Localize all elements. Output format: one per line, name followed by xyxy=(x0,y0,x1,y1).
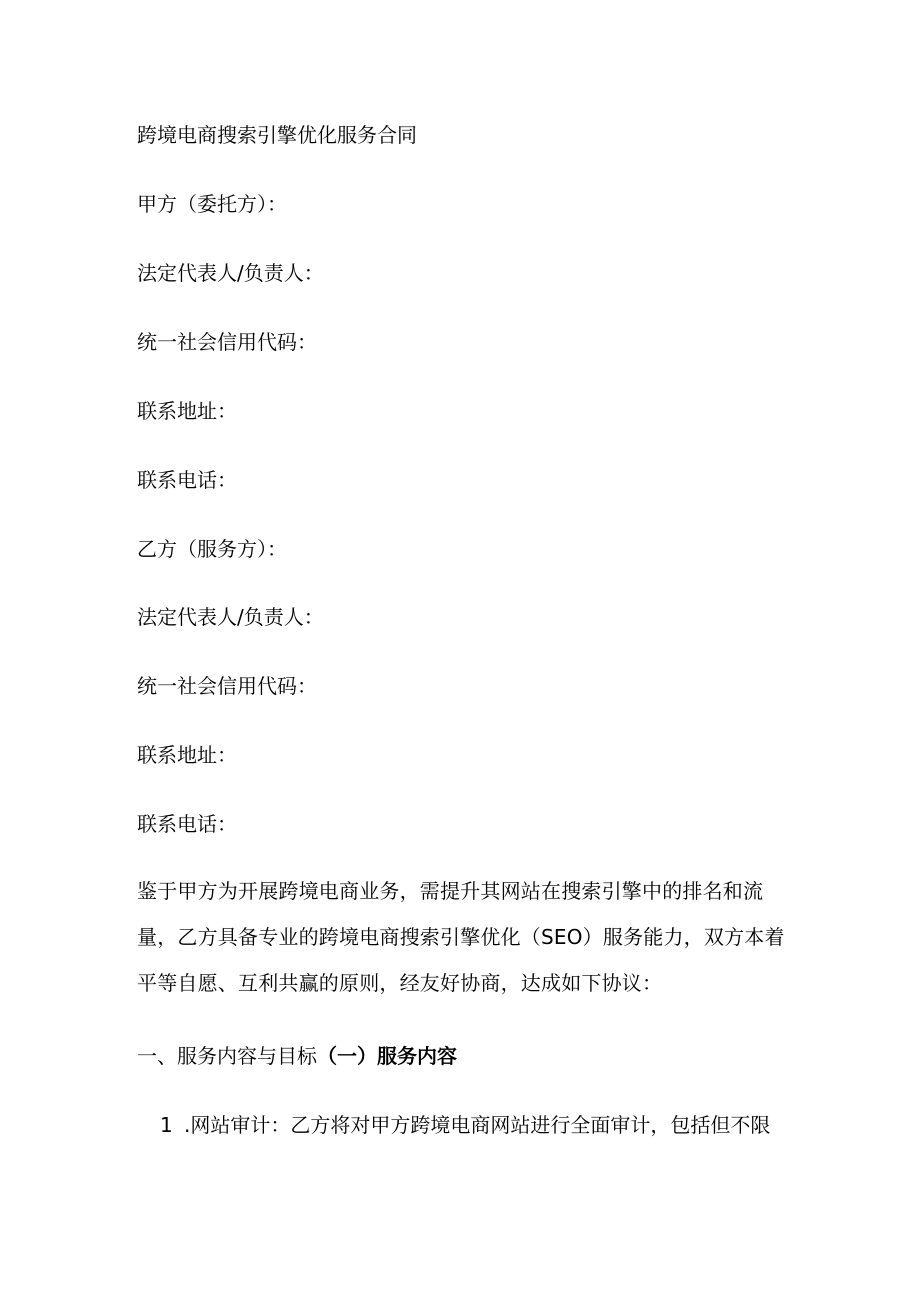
list-item-number: 1 xyxy=(160,1113,173,1137)
party-a-label: 甲方（委托方）： xyxy=(137,192,287,216)
list-item-text: .网站审计：乙方将对甲方跨境电商网站进行全面审计，包括但不限 xyxy=(184,1113,771,1137)
subsection-title: （一）服务内容 xyxy=(317,1044,457,1068)
party-b-address: 联系地址： xyxy=(137,743,237,767)
list-item xyxy=(160,1111,770,1139)
party-b-credit-code: 统一社会信用代码： xyxy=(137,674,317,698)
party-b-representative: 法定代表人/负责人： xyxy=(137,605,324,629)
party-a-phone: 联系电话： xyxy=(137,468,237,492)
party-a-credit-code: 统一社会信用代码： xyxy=(137,330,317,354)
section-heading xyxy=(137,1042,457,1070)
party-a-representative: 法定代表人/负责人： xyxy=(137,261,324,285)
document-title: 跨境电商搜索引擎优化服务合同 xyxy=(137,123,417,147)
preamble-paragraph: 鉴于甲方为开展跨境电商业务，需提升其网站在搜索引擎中的排名和流量，乙方具备专业的跨境电商搜索引擎优化（SEO）服务能力，双方本着平等自愿、互利共赢的原则，经友好协商，达成如下协议： xyxy=(137,879,785,995)
party-b-label: 乙方（服务方）： xyxy=(137,537,287,561)
party-b-phone: 联系电话： xyxy=(137,812,237,836)
party-a-address: 联系地址： xyxy=(137,399,237,423)
section-title: 一、服务内容与目标 xyxy=(137,1044,317,1068)
